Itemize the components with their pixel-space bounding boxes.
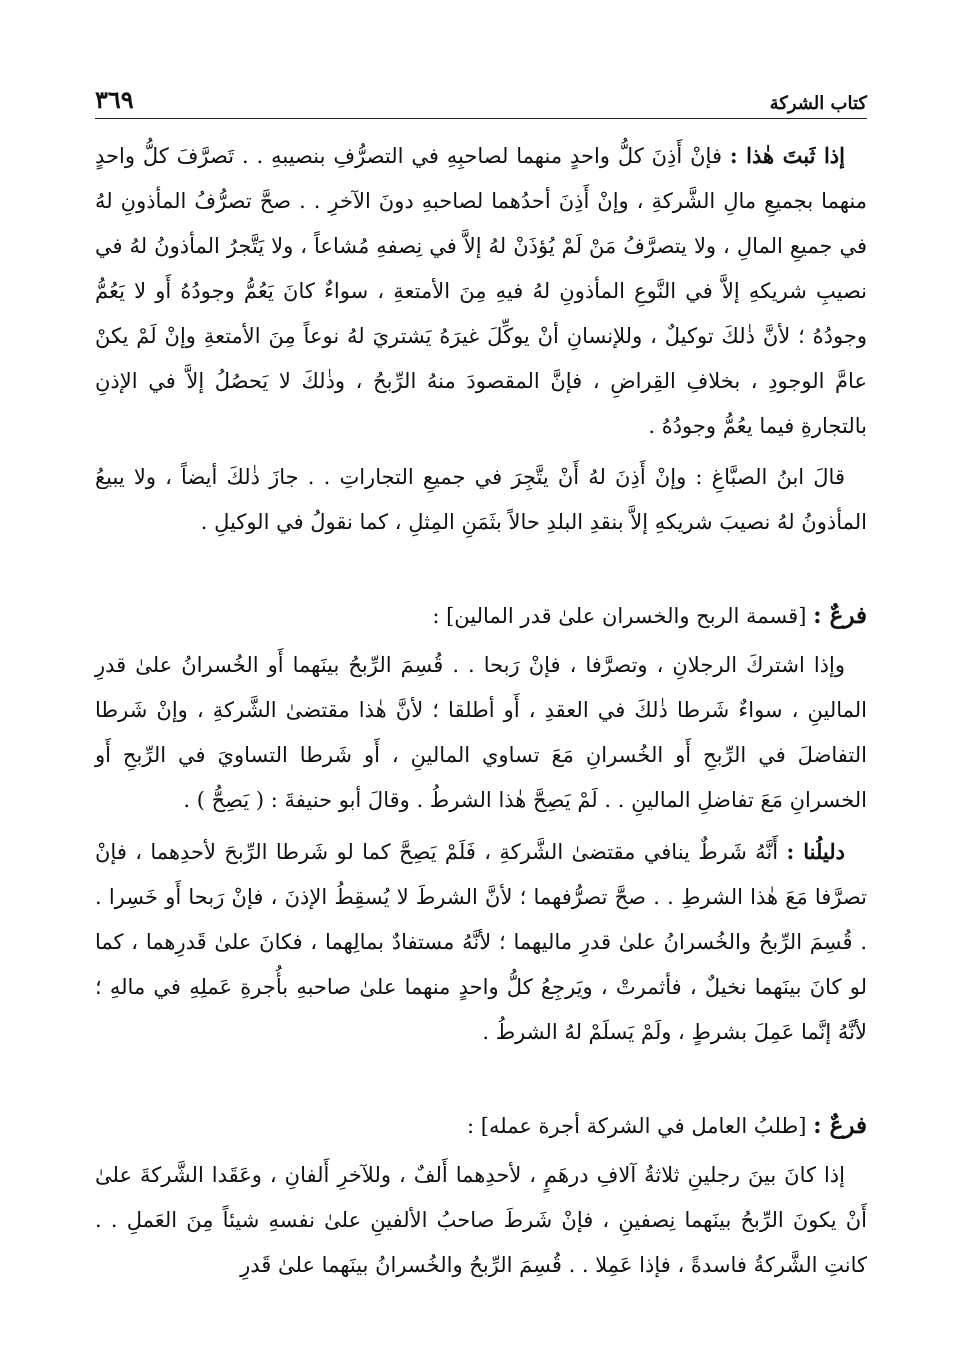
section-profit-loss: [95, 593, 867, 1055]
section-title: [قسمة الربح والخسران علىٰ قدر المالين] :: [432, 604, 807, 628]
intro-paragraph-2: [95, 455, 867, 545]
section-heading: [95, 593, 867, 639]
section-worker-wage: [95, 1103, 867, 1288]
paragraph-lead: إذا ثَبتَ هٰذا :: [729, 143, 845, 168]
intro-paragraph-1: [95, 133, 867, 449]
section-label: فرعٌ :: [813, 602, 867, 629]
paragraph-text: إذا كانَ بينَ رجلينِ ثلاثةُ آلافِ درهَمٍ ، لأحدِهما أَلفٌ ، وللآخرِ أَلفانِ ، وعَقَدا الشَّركةَ علىٰ أَنْ يكونَ الرِّبحُ بينَهما نِصفينِ ، فإنْ شَرطَ صاحبُ الألفينِ علىٰ نفسهِ شيئاً مِنَ العَملِ . . كانتِ الشَّركةُ فاسدةً ، فإذا عَمِلا . . قُسِمَ الرِّبحُ والخُسرانُ بينَهما علىٰ قَدرِ: [95, 1163, 867, 1277]
book-page: [95, 78, 867, 1288]
paragraph-text: وإذا اشتركَ الرجلانِ ، وتصرَّفا ، فإنْ رَبحا . . قُسِمَ الرِّبحُ بينَهما أَو الخُسرانُ علىٰ قدرِ المالينِ ، سواءٌ شَرطا ذٰلكَ في العقدِ ، أَو أطلقا ؛ لأنَّ هٰذا مقتضىٰ الشَّركةِ ، وإنْ شَرطا التفاضلَ في الرِّبحِ أَو الخُسرانِ مَعَ تساوي المالينِ ، أَو شَرطا التساويَ في الرِّبحِ أَو الخسرانِ مَعَ تفاضلِ المالينِ . . لَمْ يَصِحَّ هٰذا الشرطُ . وقالَ أبو حنيفةَ : ( يَصِحُّ ) .: [95, 653, 867, 812]
paragraph-text: فإنْ أَذِنَ كلُّ واحدٍ منهما لصاحبِهِ في التصرُّفِ بنصيبهِ . . تَصرَّفَ كلُّ واحدٍ منهما بجميعِ مالِ الشَّركةِ ، وإنْ أَذِنَ أحدُهما لصاحبهِ دونَ الآخرِ . . صحَّ تصرُّفُ المأذونِ لهُ في جميعِ المالِ ، ولا يتصرَّفُ مَنْ لَمْ يُؤذَنْ لهُ إلاَّ في نِصفهِ مُشاعاً ، ولا يَتَّجرُ المأذونُ لهُ في نصيبِ شريكهِ إلاَّ في النَّوعِ المأذونِ لهُ فيهِ مِنَ الأمتعةِ ، سواءٌ كانَ يَعُمُّ وجودُهُ أَو لا يَعُمُّ وجودُهُ ؛ لأنَّ ذٰلكَ توكيلٌ ، وللإنسانِ أنْ يوكِّلَ غيرَهُ يَشتريَ لهُ نوعاً مِنَ الأمتعةِ وإنْ لَمْ يكنْ عامَّ الوجودِ ، بخلافِ القِراضِ ، فإنَّ المقصودَ منهُ الرِّبحُ ، وذٰلكَ لا يَحصُلُ إلاَّ في الإذنِ بالتجارةِ فيما يعُمُّ وجودُهُ .: [95, 144, 867, 438]
page-content: [95, 133, 867, 1288]
section-paragraph-1: [95, 1153, 867, 1288]
paragraph-text: أَنَّهُ شَرطٌ ينافي مقتضىٰ الشَّركةِ ، فَلَمْ يَصِحَّ كما لو شَرطا الرِّبحَ لأحدِهما ، فإنْ تصرَّفا مَعَ هٰذا الشرطِ . . صحَّ تصرُّفهما ؛ لأنَّ الشرطَ لا يُسقِطُ الإذنَ ، فإنْ رَبحا أَو خَسِرا . . قُسِمَ الرِّبحُ والخُسرانُ علىٰ قدرِ ماليهما ؛ لأنَّهُ مستفادٌ بمالِهما ، فكانَ علىٰ قَدرِهما ، كما لو كانَ بينَهما نخيلٌ ، فأثمرتْ ، ويَرجِعُ كلُّ واحدٍ منهما علىٰ صاحبهِ بأُجرةِ عَملِهِ في مالهِ ؛ لأنَّهُ إنَّما عَمِلَ بشرطٍ ، ولَمْ يَسلَمْ لهُ الشرطُ .: [95, 840, 867, 1044]
section-paragraph-2: [95, 829, 867, 1055]
section-heading: [95, 1103, 867, 1149]
page-header: [95, 78, 867, 119]
paragraph-lead: دليلُنا :: [786, 839, 845, 864]
running-title: كتاب الشركة: [769, 93, 867, 114]
section-title: [طلبُ العامل في الشركة أجرة عمله] :: [467, 1114, 807, 1138]
section-label: فرعٌ :: [813, 1112, 867, 1139]
paragraph-text: قالَ ابنُ الصبَّاغِ : وإنْ أَذِنَ لهُ أَنْ يتَّجِرَ في جميعِ التجاراتِ . . جازَ ذٰلكَ أيضاً ، ولا يبيعُ المأذونُ لهُ نصيبَ شريكهِ إلاَّ بنقدِ البلدِ حالاً بثَمَنِ المِثلِ ، كما نقولُ في الوكيلِ .: [95, 465, 867, 534]
section-paragraph-1: [95, 643, 867, 823]
page-number: ٣٦٩: [95, 85, 134, 114]
